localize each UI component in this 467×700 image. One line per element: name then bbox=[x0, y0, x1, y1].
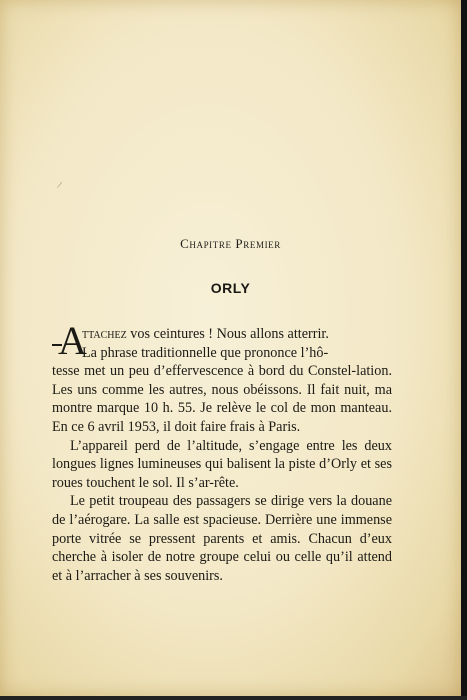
scan-edge-right bbox=[461, 0, 467, 700]
opening-line-1 bbox=[82, 325, 392, 344]
opening-line-2: La phrase traditionnelle que prononce l’hô- bbox=[82, 344, 329, 361]
opening-block bbox=[52, 318, 392, 363]
paragraph-3: Le petit troupeau des passagers se dirige vers la douane de l’aérogare. La salle est spacieuse. Derrière une immense porte vitrée se pressent parents et amis. Chacun d’eux cherche à isoler de notre groupe celui ou celle qu’il attend et à l’arracher à ses souvenirs. bbox=[52, 493, 392, 584]
chapter-heading: Chapitre Premier bbox=[180, 236, 281, 251]
stray-pen-mark: / bbox=[56, 179, 63, 192]
body-text bbox=[52, 318, 392, 585]
scan-edge-bottom bbox=[0, 696, 467, 700]
drop-cap-letter: A bbox=[58, 318, 87, 363]
paragraph-1-continuation: tesse met un peu d’effervescence à bord du Constel-lation. Les uns comme les autres, nous obéissons. Il fait nuit, ma montre marque 10 h. 55. Je relève le col de mon manteau. En ce 6 avril 1953, il doit faire frais à Paris. bbox=[52, 363, 392, 435]
opening-lines bbox=[82, 325, 392, 362]
opening-smallcaps: ttachez bbox=[82, 326, 127, 342]
paragraph-2: L’appareil perd de l’altitude, s’engage entre les deux longues lignes lumineuses qui balisent la piste d’Orly et ses roues touchent le sol. Il s’ar-rête. bbox=[52, 437, 392, 491]
chapter-title: ORLY bbox=[210, 280, 251, 296]
opening-line-1-rest: vos ceintures ! Nous allons atterrir. bbox=[126, 326, 329, 342]
drop-cap bbox=[52, 318, 87, 363]
